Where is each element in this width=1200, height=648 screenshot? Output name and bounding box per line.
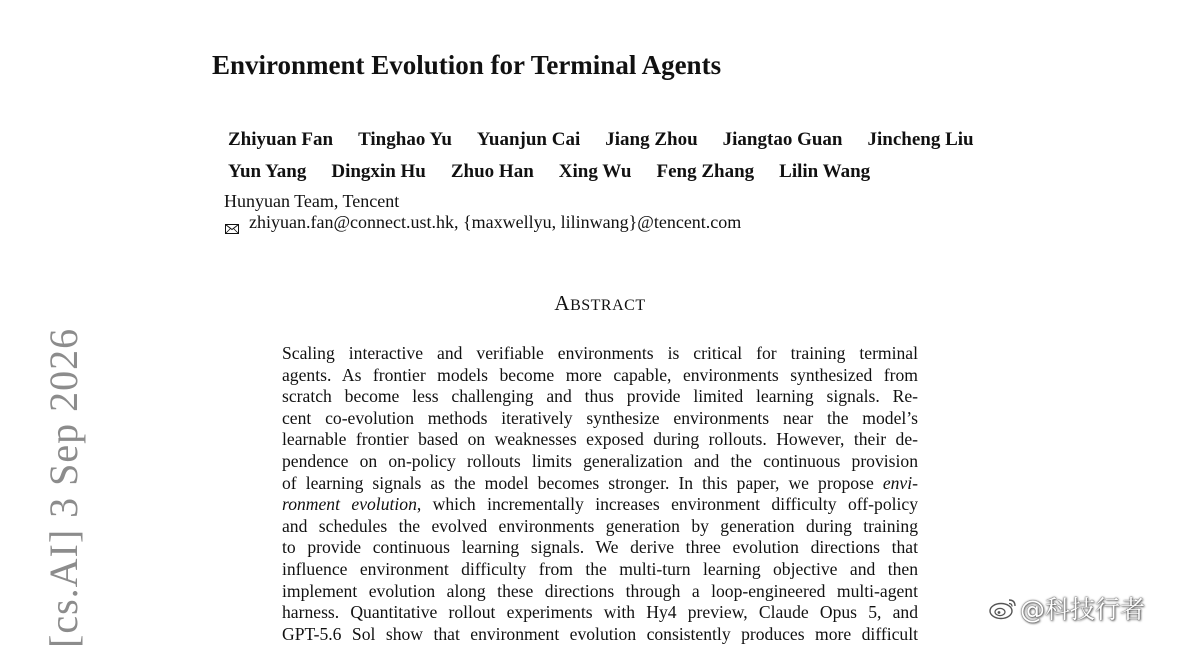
abstract-line [282, 494, 918, 516]
author-name: Dingxin Hu [331, 161, 426, 182]
abstract-emphasis: envi- [882, 472, 918, 493]
abstract-line: agents. As frontier models become more capable, environments synthesized from [282, 364, 918, 385]
abstract-line: implement evolution along these directions through a loop-engineered multi-agent [282, 580, 918, 601]
author-name: Zhiyuan Fan [228, 129, 334, 150]
contact-email-line [224, 212, 741, 233]
envelope-icon [225, 218, 239, 228]
author-row-1 [228, 124, 999, 156]
abstract-heading-rest: BSTRACT [570, 297, 646, 314]
author-name: Yuanjun Cai [476, 129, 581, 150]
author-name: Tinghao Yu [358, 129, 452, 150]
author-name: Zhuo Han [450, 161, 534, 182]
abstract-text: of learning signals as the model becomes stronger. In this paper, we propose [282, 472, 883, 493]
abstract-line: harness. Quantitative rollout experiments with Hy4 preview, Claude Opus 5, and [282, 602, 918, 623]
author-name: Jiangtao Guan [722, 129, 843, 150]
abstract-line: Scaling interactive and verifiable environments is critical for training terminal [282, 343, 918, 363]
abstract-text: , which incrementally increases environment difficulty off-policy [416, 494, 918, 515]
abstract-line [282, 473, 918, 495]
watermark-text: @科技行者 [1020, 595, 1146, 624]
weibo-logo-icon [988, 596, 1018, 620]
author-name: Xing Wu [558, 161, 632, 182]
abstract-line: to provide continuous learning signals. We derive three evolution directions that [282, 537, 918, 558]
author-name: Jiang Zhou [605, 129, 698, 150]
author-row-2 [228, 156, 999, 188]
contact-email[interactable]: zhiyuan.fan@connect.ust.hk, {maxwellyu, lilinwang}@tencent.com [249, 212, 742, 232]
watermark [988, 590, 1145, 626]
affiliation: Hunyuan Team, Tencent [224, 191, 400, 211]
author-list [228, 124, 999, 188]
abstract-line: pendence on on-policy rollouts limits generalization and the continuous provision [282, 450, 918, 471]
author-name: Jincheng Liu [867, 129, 974, 150]
author-name: Lilin Wang [779, 161, 871, 182]
abstract-emphasis: ronment evolution [282, 494, 417, 515]
abstract-line: learnable frontier based on weaknesses exposed during rollouts. However, their de- [282, 429, 918, 450]
abstract-heading-initial: A [554, 291, 571, 315]
abstract-line: scratch become less challenging and thus provide limited learning signals. Re- [282, 386, 918, 407]
abstract-body [282, 343, 918, 645]
abstract-line: influence environment difficulty from the multi-turn learning objective and then [282, 558, 918, 579]
abstract-line: cent co-evolution methods iteratively synthesize environments near the model’s [282, 407, 918, 428]
arxiv-side-stamp: [cs.AI] 3 Sep 2026 [41, 327, 86, 648]
abstract-heading [0, 291, 1200, 316]
abstract-line: and schedules the evolved environments generation by generation during training [282, 515, 918, 536]
paper-title: Environment Evolution for Terminal Agents [212, 50, 722, 80]
author-name: Feng Zhang [656, 161, 755, 182]
author-name: Yun Yang [228, 161, 307, 182]
abstract-line: GPT-5.6 Sol show that environment evolution consistently produces more difficult [282, 623, 918, 644]
